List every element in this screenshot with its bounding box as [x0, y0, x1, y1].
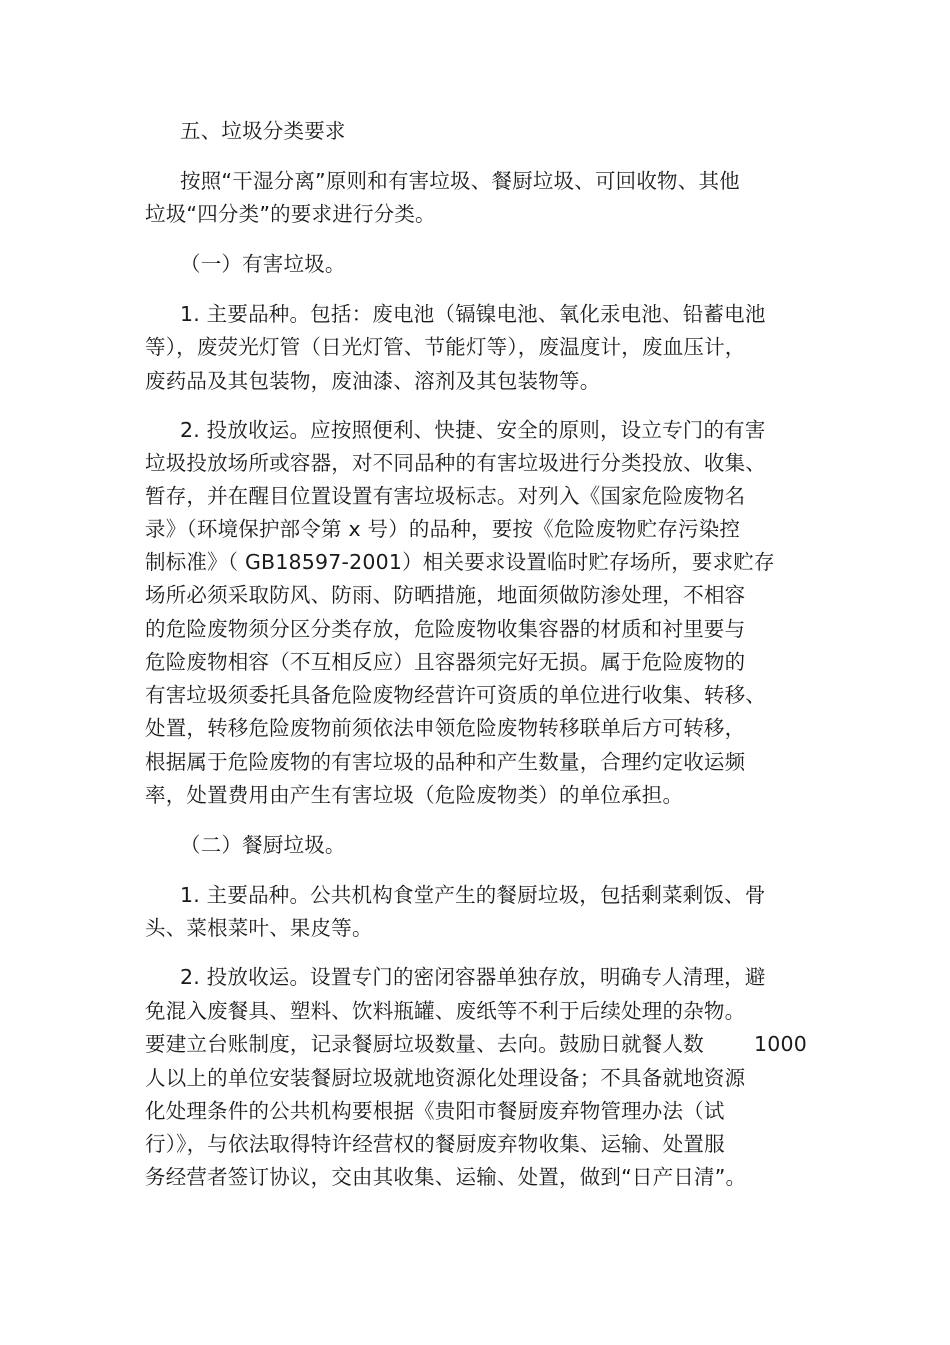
- diners-count-number: 1000: [754, 1032, 807, 1056]
- kitchen-p1-line-2: 头、菜根菜叶、果皮等。: [145, 916, 373, 940]
- kitchen-p2-line-2: 免混入废餐具、塑料、饮料瓶罐、废纸等不利于后续处理的杂物。: [145, 999, 746, 1023]
- hazardous-p1-line-2: 等），废荧光灯管（日光灯管、节能灯等），废温度计，废血压计，: [145, 335, 746, 359]
- hazardous-p2-line-4: 录》（环境保护部令第 x 号）的品种，要按《危险废物贮存污染控: [145, 517, 741, 541]
- hazardous-p2-line-12: 率，处置费用由产生有害垃圾（危险废物类）的单位承担。: [145, 783, 684, 807]
- section-heading: 五、垃圾分类要求: [180, 119, 346, 143]
- kitchen-p2-line-3: 要建立台账制度，记录餐厨垃圾数量、去向。鼓励日就餐人数: [145, 1032, 704, 1056]
- kitchen-p2-line-7: 务经营者签订协议，交由其收集、运输、处置，做到“日产日清”。: [145, 1165, 747, 1189]
- hazardous-p2-line-2: 垃圾投放场所或容器，对不同品种的有害垃圾进行分类投放、收集、: [145, 451, 766, 475]
- subheading-hazardous: （一）有害垃圾。: [180, 252, 346, 276]
- hazardous-p2-line-11: 根据属于危险废物的有害垃圾的品种和产生数量，合理约定收运频: [145, 750, 746, 774]
- kitchen-p1-line-1: 1. 主要品种。公共机构食堂产生的餐厨垃圾，包括剩菜剩饭、骨: [180, 883, 766, 907]
- kitchen-p2-line-4: 人以上的单位安装餐厨垃圾就地资源化处理设备；不具备就地资源: [145, 1066, 746, 1090]
- hazardous-p2-line-8: 危险废物相容（不互相反应）且容器须完好无损。属于危险废物的: [145, 650, 746, 674]
- intro-line-2: 垃圾“四分类”的要求进行分类。: [145, 202, 436, 226]
- hazardous-p2-line-9: 有害垃圾须委托具备危险废物经营许可资质的单位进行收集、转移、: [145, 683, 766, 707]
- subheading-kitchen: （二）餐厨垃圾。: [180, 833, 346, 857]
- kitchen-p2-line-5: 化处理条件的公共机构要根据《贵阳市餐厨废弃物管理办法（试: [145, 1099, 725, 1123]
- hazardous-p1-line-1: 1. 主要品种。包括：废电池（镉镍电池、氧化汞电池、铅蓄电池: [180, 302, 766, 326]
- hazardous-p2-line-10: 处置，转移危险废物前须依法申领危险废物转移联单后方可转移，: [145, 716, 746, 740]
- hazardous-p2-line-6: 场所必须采取防风、防雨、防晒措施，地面须做防渗处理，不相容: [145, 583, 746, 607]
- kitchen-p2-line-6: 行）》，与依法取得特许经营权的餐厨废弃物收集、运输、处置服: [145, 1132, 725, 1156]
- hazardous-p2-line-5: 制标准》（ GB18597-2001）相关要求设置临时贮存场所，要求贮存: [145, 550, 775, 574]
- hazardous-p2-line-7: 的危险废物须分区分类存放，危险废物收集容器的材质和衬里要与: [145, 617, 746, 641]
- hazardous-p2-line-1: 2. 投放收运。应按照便利、快捷、安全的原则，设立专门的有害: [180, 418, 766, 442]
- hazardous-p1-line-3: 废药品及其包装物，废油漆、溶剂及其包装物等。: [145, 369, 601, 393]
- intro-line-1: 按照“干湿分离”原则和有害垃圾、餐厨垃圾、可回收物、其他: [180, 169, 740, 193]
- hazardous-p2-line-3: 暂存，并在醒目位置设置有害垃圾标志。对列入《国家危险废物名: [145, 484, 746, 508]
- kitchen-p2-line-1: 2. 投放收运。设置专门的密闭容器单独存放，明确专人清理，避: [180, 965, 766, 989]
